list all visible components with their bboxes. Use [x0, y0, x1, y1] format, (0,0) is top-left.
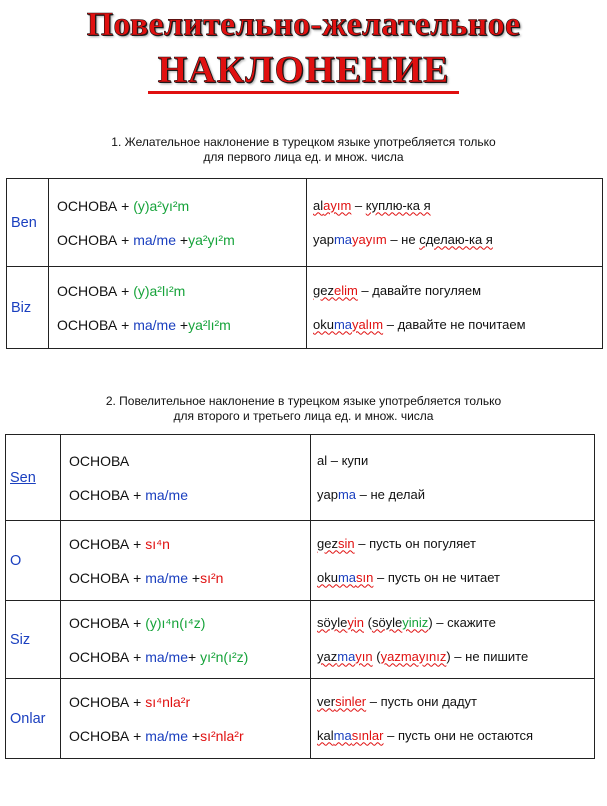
- base-word: ОСНОВА: [69, 569, 130, 586]
- example-cell: [307, 267, 603, 349]
- formula-negative: [49, 223, 306, 257]
- section2-note: [0, 394, 607, 424]
- plus-sign: +: [133, 727, 142, 744]
- base-word: ОСНОВА: [69, 727, 130, 744]
- suffix: sı⁴nla²r: [145, 693, 191, 710]
- turkish-word: okumasın: [317, 569, 374, 585]
- paren: (: [363, 614, 372, 630]
- page-title-line-1: Повелительно-желательное: [86, 6, 521, 43]
- russian-translation: не пишите: [465, 648, 529, 664]
- plus-sign: +: [133, 569, 142, 586]
- base-word: ОСНОВА: [69, 535, 130, 552]
- base-word: ОСНОВА: [69, 693, 130, 710]
- turkish-word-alt: yazmayınız: [380, 648, 447, 664]
- formula-positive: [61, 444, 310, 478]
- base-word: ОСНОВА: [69, 614, 130, 631]
- plus-sign: +: [133, 614, 142, 631]
- table-row: [6, 521, 595, 601]
- russian-translation: давайте не почитаем: [397, 316, 526, 332]
- negation-suffix: ma/me: [145, 486, 188, 503]
- example-cell: [311, 679, 595, 759]
- example-negative: [311, 478, 594, 512]
- separator: –: [450, 648, 466, 664]
- separator: –: [351, 197, 366, 213]
- formula-positive: [61, 685, 310, 719]
- paren: ): [428, 614, 433, 630]
- base-word: ОСНОВА: [69, 648, 130, 665]
- formula-positive: [61, 606, 310, 640]
- russian-translation: не делай: [370, 486, 425, 502]
- russian-translation: скажите: [447, 614, 496, 630]
- example-positive: [311, 685, 594, 719]
- table-row: [6, 435, 595, 521]
- separator: –: [354, 535, 370, 551]
- plus-sign: +: [179, 316, 189, 333]
- formula-positive: [49, 274, 306, 308]
- formula-negative: [61, 640, 310, 674]
- pronoun-label: Siz: [10, 631, 31, 648]
- formula-negative: [49, 308, 306, 342]
- base-word: ОСНОВА: [69, 486, 130, 503]
- formula-cell: [61, 435, 311, 521]
- example-positive: [311, 527, 594, 561]
- turkish-word: al: [317, 452, 328, 468]
- suffix-optional: (ı⁴z): [179, 614, 206, 631]
- turkish-word: yazmayın: [317, 648, 373, 664]
- russian-translation: пусть они не остаются: [397, 727, 534, 743]
- formula-negative: [61, 478, 310, 512]
- pronoun-cell: [6, 521, 61, 601]
- plus-sign: +: [133, 693, 142, 710]
- plus-sign: +: [133, 535, 142, 552]
- plus-sign: +: [191, 569, 201, 586]
- base-word: ОСНОВА: [57, 316, 118, 333]
- formula-cell: [61, 601, 311, 679]
- suffix: sı⁴n: [145, 535, 170, 552]
- suffix-optional: (ı²z): [223, 648, 249, 665]
- suffix: ya²lı²m: [188, 316, 231, 333]
- plus-sign: +: [121, 316, 130, 333]
- suffix: ya²yı²m: [188, 231, 235, 248]
- example-positive: [307, 274, 602, 308]
- pronoun-cell: [6, 435, 61, 521]
- separator: –: [383, 727, 398, 743]
- turkish-word: gezelim: [313, 282, 358, 298]
- base-word: ОСНОВА: [69, 452, 130, 469]
- example-negative: [307, 223, 602, 257]
- turkish-word: yapmayayım: [313, 231, 387, 247]
- negation-suffix: ma/me: [133, 231, 176, 248]
- pronoun-cell: [6, 679, 61, 759]
- suffix: sı²nla²r: [200, 727, 244, 744]
- paren: ): [446, 648, 451, 664]
- turkish-word: okumayalım: [313, 316, 384, 332]
- page-title-line-2: [0, 48, 607, 94]
- turkish-word: kalmasınlar: [317, 727, 384, 743]
- turkish-word: alayım: [313, 197, 352, 213]
- turkish-word-alt: söyleyiniz: [371, 614, 429, 630]
- turkish-word: gezsin: [317, 535, 355, 551]
- formula-cell: [49, 267, 307, 349]
- example-positive: [311, 606, 594, 640]
- suffix: (y)ı⁴n: [145, 614, 180, 631]
- separator: –: [357, 282, 373, 298]
- example-negative: [307, 308, 602, 342]
- formula-cell: [61, 521, 311, 601]
- plus-sign: +: [133, 648, 142, 665]
- table-row: [6, 679, 595, 759]
- turkish-word: versinler: [317, 693, 367, 709]
- plus-sign: +: [191, 727, 201, 744]
- russian-translation: куплю-ка я: [365, 197, 431, 213]
- suffix: sı²n: [200, 569, 224, 586]
- negation-suffix: ma/me: [145, 569, 188, 586]
- negation-suffix: ma/me: [145, 648, 188, 665]
- formula-negative: [61, 719, 310, 753]
- suffix: (y)a²yı²m: [133, 197, 190, 214]
- pronoun-label: Ben: [11, 214, 37, 231]
- example-cell: [311, 435, 595, 521]
- plus-sign: +: [121, 197, 130, 214]
- suffix: yı²n: [200, 648, 224, 665]
- example-cell: [307, 179, 603, 267]
- example-negative: [311, 640, 594, 674]
- plus-sign: +: [179, 231, 189, 248]
- plus-sign: +: [121, 282, 130, 299]
- section1-note: [0, 135, 607, 165]
- separator: –: [432, 614, 448, 630]
- pronoun-cell: [7, 179, 49, 267]
- section1-note-line2: для первого лица ед. и множ. числа: [203, 150, 404, 164]
- base-word: ОСНОВА: [57, 197, 118, 214]
- example-cell: [311, 521, 595, 601]
- pronoun-label: Onlar: [10, 710, 46, 727]
- russian-translation: пусть они дадут: [380, 693, 477, 709]
- russian-translation: пусть он погуляет: [369, 535, 476, 551]
- suffix: (y)a²lı²m: [133, 282, 186, 299]
- optative-table: [6, 178, 603, 349]
- formula-cell: [49, 179, 307, 267]
- pronoun-label: Sen: [10, 469, 36, 486]
- base-word: ОСНОВА: [57, 282, 118, 299]
- section2-note-line2: для второго и третьего лица ед. и множ. числа: [173, 409, 434, 423]
- pronoun-cell: [6, 601, 61, 679]
- negation-suffix: ma/me: [133, 316, 176, 333]
- russian-translation: давайте погуляем: [372, 282, 482, 298]
- separator: –: [327, 452, 342, 468]
- plus-sign: +: [121, 231, 130, 248]
- formula-cell: [61, 679, 311, 759]
- table-row: [6, 601, 595, 679]
- example-negative: [311, 561, 594, 595]
- formula-positive: [61, 527, 310, 561]
- formula-negative: [61, 561, 310, 595]
- example-positive: [307, 189, 602, 223]
- example-cell: [311, 601, 595, 679]
- table-row: [7, 267, 603, 349]
- plus-sign: +: [133, 486, 142, 503]
- turkish-word: söyleyin: [317, 614, 364, 630]
- section2-note-line1: 2. Повелительное наклонение в турецком языке употребляется только: [105, 394, 502, 408]
- base-word: ОСНОВА: [57, 231, 118, 248]
- page-title-line-2-text: НАКЛОНЕНИЕ: [148, 49, 460, 94]
- separator: –: [356, 486, 371, 502]
- russian-translation: сделаю-ка я: [419, 231, 493, 247]
- separator: –: [383, 316, 398, 332]
- formula-positive: [49, 189, 306, 223]
- negation-suffix: ma/me: [145, 727, 188, 744]
- example-positive: [311, 444, 594, 478]
- separator: –: [366, 693, 381, 709]
- table-row: [7, 179, 603, 267]
- imperative-table: [5, 434, 595, 759]
- pronoun-cell: [7, 267, 49, 349]
- pronoun-label: Biz: [11, 299, 32, 316]
- section1-note-line1: 1. Желательное наклонение в турецком языке употребляется только: [111, 135, 496, 149]
- paren: (: [372, 648, 381, 664]
- example-negative: [311, 719, 594, 753]
- russian-translation: купи: [341, 452, 369, 468]
- pronoun-label: O: [10, 552, 22, 569]
- separator: – не: [386, 231, 420, 247]
- plus-sign: +: [187, 648, 197, 665]
- russian-translation: пусть он не читает: [387, 569, 500, 585]
- separator: –: [373, 569, 388, 585]
- turkish-word: yapma: [317, 486, 357, 502]
